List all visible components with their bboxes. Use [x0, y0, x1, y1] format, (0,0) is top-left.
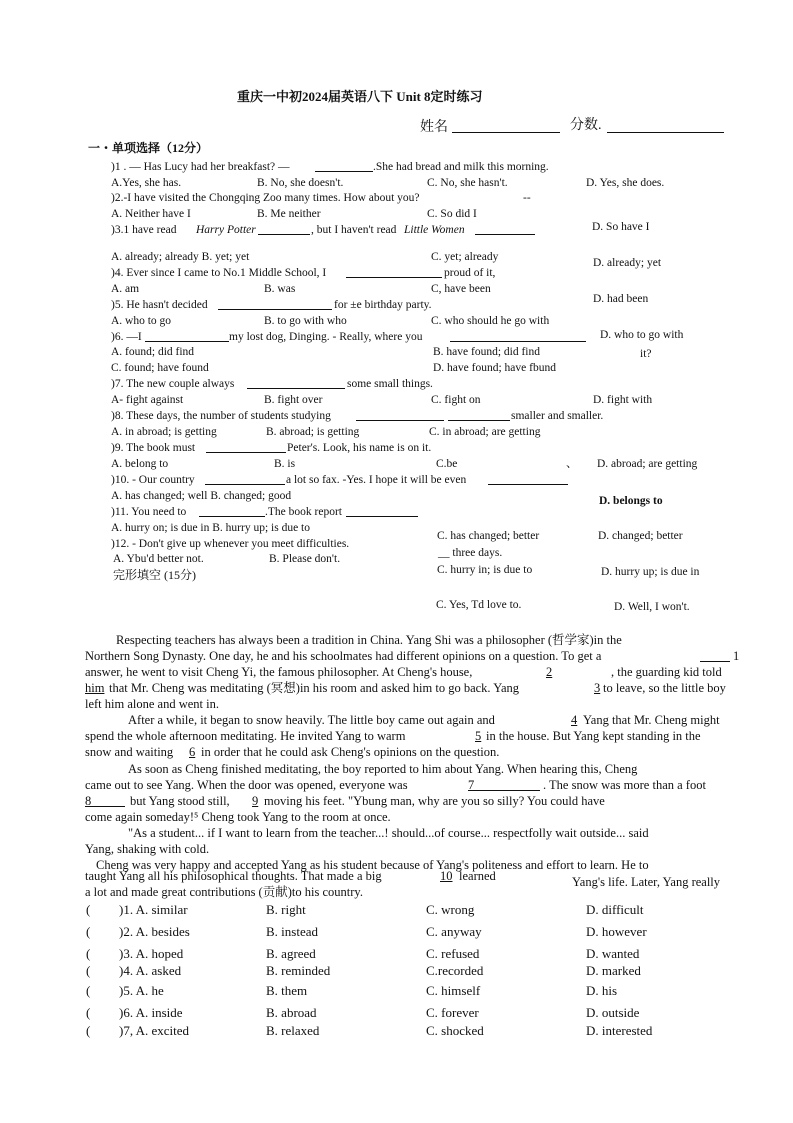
- option-b: B. No, she doesn't.: [257, 177, 344, 189]
- passage-line: learned: [459, 869, 496, 883]
- answer-blank[interactable]: [199, 505, 265, 517]
- section-heading: 一・单项选择（12分）: [88, 141, 209, 155]
- answer-paren[interactable]: (: [86, 983, 110, 998]
- answer-blank[interactable]: [450, 330, 586, 342]
- option-a: A. Neither have I: [111, 208, 191, 220]
- answer-blank[interactable]: [356, 409, 444, 421]
- option-b: B. relaxed: [266, 1023, 320, 1038]
- question-text: .She had bread and milk this morning.: [373, 161, 549, 173]
- question-text: )5. He hasn't decided: [111, 299, 208, 311]
- option-d: D. difficult: [586, 902, 644, 917]
- option-d: D. marked: [586, 963, 641, 978]
- option-row-a: )7, A. excited: [119, 1023, 190, 1038]
- passage-line: in order that he could ask Cheng's opinions on the question.: [201, 745, 500, 759]
- passage-line: "As a student... if I want to learn from the teacher...! should...of course... respectfolly wait outside... said: [128, 826, 649, 840]
- option-ab: A. has changed; well B. changed; good: [111, 490, 292, 502]
- passage-line: Respecting teachers has always been a tradition in China. Yang Shi was a philosopher (哲学家)in the: [116, 633, 622, 647]
- question-text: for ±e birthday party.: [334, 299, 432, 311]
- answer-paren[interactable]: (: [86, 1005, 110, 1020]
- answer-blank[interactable]: [346, 505, 418, 517]
- passage-line: a lot and made great contributions (贡献)to his country.: [85, 885, 363, 899]
- option-d: D. abroad; are getting: [597, 458, 698, 470]
- question-text: some small things.: [347, 378, 433, 390]
- option-a: A. belong to: [111, 458, 169, 470]
- option-a: A. Ybu'd better not.: [113, 553, 204, 565]
- option-b: B. reminded: [266, 963, 331, 978]
- question-text: it?: [640, 348, 652, 360]
- option-d: D. belongs to: [599, 495, 663, 507]
- option-d: D. So have I: [592, 221, 650, 233]
- option-a: A. am: [111, 283, 140, 295]
- blank-number: 6: [189, 745, 196, 759]
- passage-line: in the house. But Yang kept standing in the: [486, 729, 701, 743]
- question-text: __ three days.: [438, 547, 503, 559]
- passage-line: answer, he went to visit Cheng Yi, the famous philosopher. At Cheng's house,: [85, 665, 473, 679]
- question-text: --: [523, 192, 531, 204]
- question-text: )9. The book must: [111, 442, 196, 454]
- option-row-a: )1. A. similar: [119, 902, 188, 917]
- blank-number: 2: [546, 665, 553, 679]
- answer-blank[interactable]: [258, 223, 310, 235]
- option-d: D. fight with: [593, 394, 653, 406]
- mark: 、: [566, 458, 578, 470]
- option-d: D. interested: [586, 1023, 653, 1038]
- question-text: .The book report: [265, 506, 342, 518]
- option-c: C, have been: [431, 283, 491, 295]
- option-b: B. agreed: [266, 946, 316, 961]
- score-label: 分数.: [570, 118, 602, 133]
- blank-number: 1: [733, 649, 740, 663]
- passage-line: Cheng was very happy and accepted Yang as his student because of Yang's politeness and effort to learn. He to: [96, 858, 649, 872]
- option-b: B. have found; did find: [433, 346, 540, 358]
- option-d: D. already; yet: [593, 257, 662, 269]
- blank-number: 3: [594, 681, 601, 695]
- option-b: B. is: [274, 458, 296, 470]
- passage-line: As soon as Cheng finished meditating, the boy reported to him about Yang. When hearing this, Cheng: [128, 762, 638, 776]
- passage-line: that Mr. Cheng was meditating (冥想)in his room and asked him to go back. Yang: [109, 681, 520, 695]
- answer-blank[interactable]: [247, 377, 345, 389]
- book-title: Little Women: [404, 224, 465, 236]
- passage-line: spend the whole afternoon meditating. He invited Yang to warm: [85, 729, 406, 743]
- question-text: )11. You need to: [111, 506, 187, 518]
- option-b: B. fight over: [264, 394, 323, 406]
- question-text: proud of it,: [444, 267, 496, 279]
- option-d: D. had been: [593, 293, 649, 305]
- option-d: D. however: [586, 924, 647, 939]
- option-b: B. them: [266, 983, 308, 998]
- question-text: Peter's. Look, his name is on it.: [287, 442, 432, 454]
- option-row-a: )4. A. asked: [119, 963, 182, 978]
- passage-line: Yang, shaking with cold.: [85, 842, 210, 856]
- question-text: )1 . — Has Lucy had her breakfast? —: [111, 161, 290, 173]
- page-title: 重庆一中初2024届英语八下 Unit 8定时练习: [237, 89, 483, 104]
- answer-blank[interactable]: [206, 441, 286, 453]
- passage-line: come again someday!⁵ Cheng took Yang to the room at once.: [85, 810, 391, 824]
- answer-blank[interactable]: [488, 473, 568, 485]
- passage-line: Northern Song Dynasty. One day, he and his schoolmates had different opinions on a question. To get a: [85, 649, 602, 663]
- passage-line: Yang that Mr. Cheng might: [583, 713, 720, 727]
- question-text: my lost dog, Dinging. - Really, where you: [229, 331, 423, 343]
- option-c: C. who should he go with: [431, 315, 550, 327]
- option-c: C. fight on: [431, 394, 481, 406]
- option-ab: A. already; already B. yet; yet: [111, 251, 250, 263]
- passage-line: . The snow was more than a foot: [543, 778, 706, 792]
- option-c: C. Yes, Td love to.: [436, 599, 522, 611]
- option-c: C. in abroad; are getting: [429, 426, 541, 438]
- score-field[interactable]: [607, 121, 724, 133]
- question-text: , but I haven't read: [311, 224, 397, 236]
- option-d: D. changed; better: [598, 530, 683, 542]
- question-text: )10. - Our country: [111, 474, 195, 486]
- option-d: D. Yes, she does.: [586, 177, 665, 189]
- option-b: B. Me neither: [257, 208, 321, 220]
- blank-number: 9: [252, 794, 259, 808]
- option-a: A- fight against: [111, 394, 184, 406]
- answer-blank[interactable]: [205, 473, 285, 485]
- option-c: C. anyway: [426, 924, 482, 939]
- question-text: a lot so fax. -Yes. I hope it will be even: [286, 474, 467, 486]
- option-d: D. hurry up; is due in: [601, 566, 700, 578]
- passage-line: , the guarding kid told: [611, 665, 722, 679]
- option-b: B. abroad: [266, 1005, 317, 1020]
- cloze-blank[interactable]: [700, 650, 730, 662]
- blank-number: 7: [468, 778, 475, 792]
- question-text: )6. —I: [111, 331, 142, 343]
- option-c: C. hurry in; is due to: [437, 564, 533, 576]
- cloze-blank[interactable]: [468, 779, 540, 791]
- answer-blank[interactable]: [448, 409, 510, 421]
- passage-word: him: [85, 681, 105, 695]
- passage-line: Yang's life. Later, Yang really: [572, 875, 721, 889]
- section-heading: 完形填空 (15分): [113, 568, 196, 582]
- option-c: C. himself: [426, 983, 481, 998]
- option-d: D. his: [586, 983, 618, 998]
- passage-line: but Yang stood still,: [130, 794, 230, 808]
- answer-blank[interactable]: [346, 266, 442, 278]
- answer-paren[interactable]: (: [86, 946, 110, 961]
- option-a: A. who to go: [111, 315, 172, 327]
- answer-blank[interactable]: [218, 298, 332, 310]
- passage-line: After a while, it began to snow heavily. The little boy came out again and: [128, 713, 495, 727]
- answer-paren[interactable]: (: [86, 924, 110, 939]
- passage-line: snow and waiting: [85, 745, 174, 759]
- option-d: D. wanted: [586, 946, 640, 961]
- option-b: B. to go with who: [264, 315, 347, 327]
- cloze-blank[interactable]: [85, 795, 125, 807]
- blank-number: 5: [475, 729, 482, 743]
- option-row-a: )3. A. hoped: [119, 946, 184, 961]
- option-c: C. wrong: [426, 902, 475, 917]
- passage-line: to leave, so the little boy: [603, 681, 726, 695]
- question-text: )7. The new couple always: [111, 378, 235, 390]
- option-b: B. right: [266, 902, 306, 917]
- option-d: D. Well, I won't.: [614, 601, 690, 613]
- option-b: B. Please don't.: [269, 553, 341, 565]
- answer-paren[interactable]: (: [86, 1023, 110, 1038]
- option-c: C. has changed; better: [437, 530, 540, 542]
- option-d: D. outside: [586, 1005, 640, 1020]
- option-c: C. refused: [426, 946, 480, 961]
- option-c: C.be: [436, 458, 458, 470]
- option-c: C. found; have found: [111, 362, 209, 374]
- name-label: 姓名: [420, 120, 448, 135]
- answer-blank[interactable]: [145, 330, 229, 342]
- answer-blank[interactable]: [475, 223, 535, 235]
- answer-blank[interactable]: [315, 160, 373, 172]
- option-a: A. in abroad; is getting: [111, 426, 217, 438]
- option-d: D. have found; have fbund: [433, 362, 556, 374]
- option-c: C. forever: [426, 1005, 479, 1020]
- option-row-a: )6. A. inside: [119, 1005, 183, 1020]
- name-field[interactable]: [452, 121, 560, 133]
- book-title: Harry Potter: [196, 224, 256, 236]
- question-text: )3.1 have read: [111, 224, 177, 236]
- question-text: )2.-I have visited the Chongqing Zoo many times. How about you?: [111, 192, 420, 204]
- option-c: C. So did I: [427, 208, 477, 220]
- answer-paren[interactable]: (: [86, 963, 110, 978]
- passage-line: left him alone and went in.: [85, 697, 219, 711]
- option-c: C. yet; already: [431, 251, 499, 263]
- blank-number: 8: [85, 794, 92, 808]
- option-a: A.Yes, she has.: [111, 177, 182, 189]
- option-b: B. abroad; is getting: [266, 426, 360, 438]
- answer-paren[interactable]: (: [86, 902, 110, 917]
- option-b: B. instead: [266, 924, 318, 939]
- passage-line: moving his feet. "Ybung man, why are you so silly? You could have: [264, 794, 605, 808]
- option-row-a: )2. A. besides: [119, 924, 190, 939]
- option-b: B. was: [264, 283, 296, 295]
- option-d: D. who to go with: [600, 329, 684, 341]
- option-c: C.recorded: [426, 963, 484, 978]
- option-c: C. No, she hasn't.: [427, 177, 508, 189]
- option-a: A. found; did find: [111, 346, 195, 358]
- question-text: smaller and smaller.: [511, 410, 604, 422]
- passage-line: taught Yang all his philosophical thoughts. That made a big: [85, 869, 382, 883]
- option-c: C. shocked: [426, 1023, 484, 1038]
- option-ab: A. hurry on; is due in B. hurry up; is due to: [111, 522, 310, 534]
- question-text: )8. These days, the number of students studying: [111, 410, 331, 422]
- passage-line: came out to see Yang. When the door was opened, everyone was: [85, 778, 408, 792]
- blank-number: 4: [571, 713, 578, 727]
- question-text: )4. Ever since I came to No.1 Middle School, I: [111, 267, 327, 279]
- question-text: )12. - Don't give up whenever you meet difficulties.: [111, 538, 350, 550]
- blank-number: 10: [440, 869, 453, 883]
- option-row-a: )5. A. he: [119, 983, 164, 998]
